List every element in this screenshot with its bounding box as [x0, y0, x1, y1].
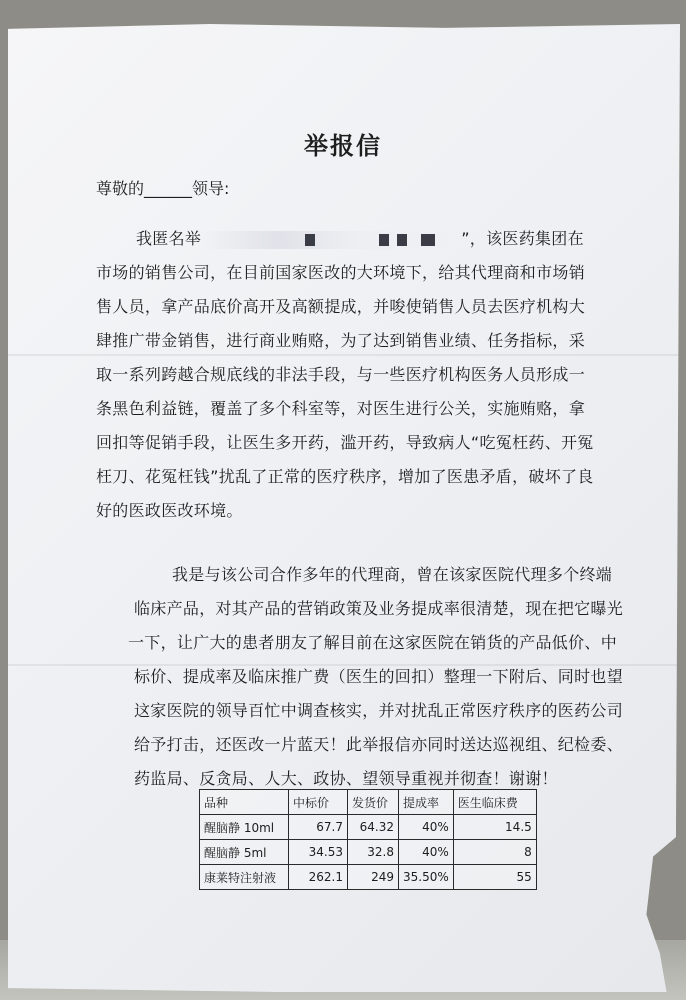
table-cell: 40%: [399, 815, 454, 840]
table-cell: 34.53: [289, 840, 348, 865]
table-cell: 8: [453, 840, 536, 865]
table-cell: 醒脑静 10ml: [200, 815, 289, 840]
letter-line: 临床产品，对其产品的营销政策及业务提成率很清楚，现在把它曝光: [134, 599, 624, 618]
letter-line: 标价、提成率及临床推广费（医生的回扣）整理一下附后、同时也望: [134, 667, 624, 686]
table-cell: 40%: [399, 840, 454, 865]
letter-line: 给予打击，还医改一片蓝天！此举报信亦同时送达巡视组、纪检委、: [134, 735, 624, 754]
table-cell: 55: [453, 865, 536, 890]
letter-line: 一下，让广大的患者朋友了解目前在这家医院在销货的产品低价、中: [128, 633, 618, 652]
table-header: 提成率: [399, 790, 454, 815]
table-header: 医生临床费: [453, 790, 536, 815]
table-header: 中标价: [289, 790, 348, 815]
table-header: 品种: [200, 790, 289, 815]
letter-line: 售人员，拿产品底价高开及高额提成，并唆使销售人员去医疗机构大: [96, 297, 586, 316]
letter-line: 好的医政医改环境。: [96, 501, 243, 520]
letter-line: 回扣等促销手段，让医生多开药，滥开药，导致病人“吃冤枉药、开冤: [96, 433, 594, 452]
table-row: [200, 815, 537, 840]
letter-title: 举报信: [304, 132, 382, 160]
table-header: 发货价: [348, 790, 399, 815]
table-row: [200, 865, 537, 890]
table-header-row: [200, 790, 537, 815]
letter-line: 药监局、反贪局、人大、政协、望领导重视并彻查！谢谢！: [134, 769, 558, 788]
line1-end: ”，该医药集团在: [461, 229, 584, 248]
table-cell: 64.32: [348, 815, 399, 840]
letter-line: 我是与该公司合作多年的代理商，曾在该家医院代理多个终端: [172, 565, 613, 584]
letter-line: 这家医院的领导百忙中调查核实，并对扰乱正常医疗秩序的医药公司: [134, 701, 624, 720]
table-cell: 康莱特注射液: [200, 865, 289, 890]
line1-start: 我匿名举: [136, 229, 202, 248]
letter-greeting: 尊敬的______领导:: [96, 179, 230, 198]
table-cell: 67.7: [289, 815, 348, 840]
letter-line: 市场的销售公司，在目前国家医改的大环境下，给其代理商和市场销: [96, 263, 586, 282]
table-cell: 249: [348, 865, 399, 890]
letter-line: 枉刀、花冤枉钱”扰乱了正常的医疗秩序，增加了医患矛盾，破坏了良: [96, 467, 594, 486]
letter-line-1: [136, 226, 676, 249]
table-cell: 262.1: [289, 865, 348, 890]
table-cell: 14.5: [453, 815, 536, 840]
price-table: [199, 789, 537, 890]
table-row: [200, 840, 537, 865]
letter-line: 肆推广带金销售，进行商业贿赂，为了达到销售业绩、任务指标，采: [96, 331, 586, 350]
table-cell: 32.8: [348, 840, 399, 865]
table-cell: 35.50%: [399, 865, 454, 890]
letter-line: 条黑色利益链，覆盖了多个科室等，对医生进行公关，实施贿赂，拿: [96, 399, 586, 418]
redacted-name: [201, 231, 461, 249]
table-cell: 醒脑静 5ml: [200, 840, 289, 865]
letter-line: 取一系列跨越合规底线的非法手段，与一些医疗机构医务人员形成一: [96, 365, 586, 384]
